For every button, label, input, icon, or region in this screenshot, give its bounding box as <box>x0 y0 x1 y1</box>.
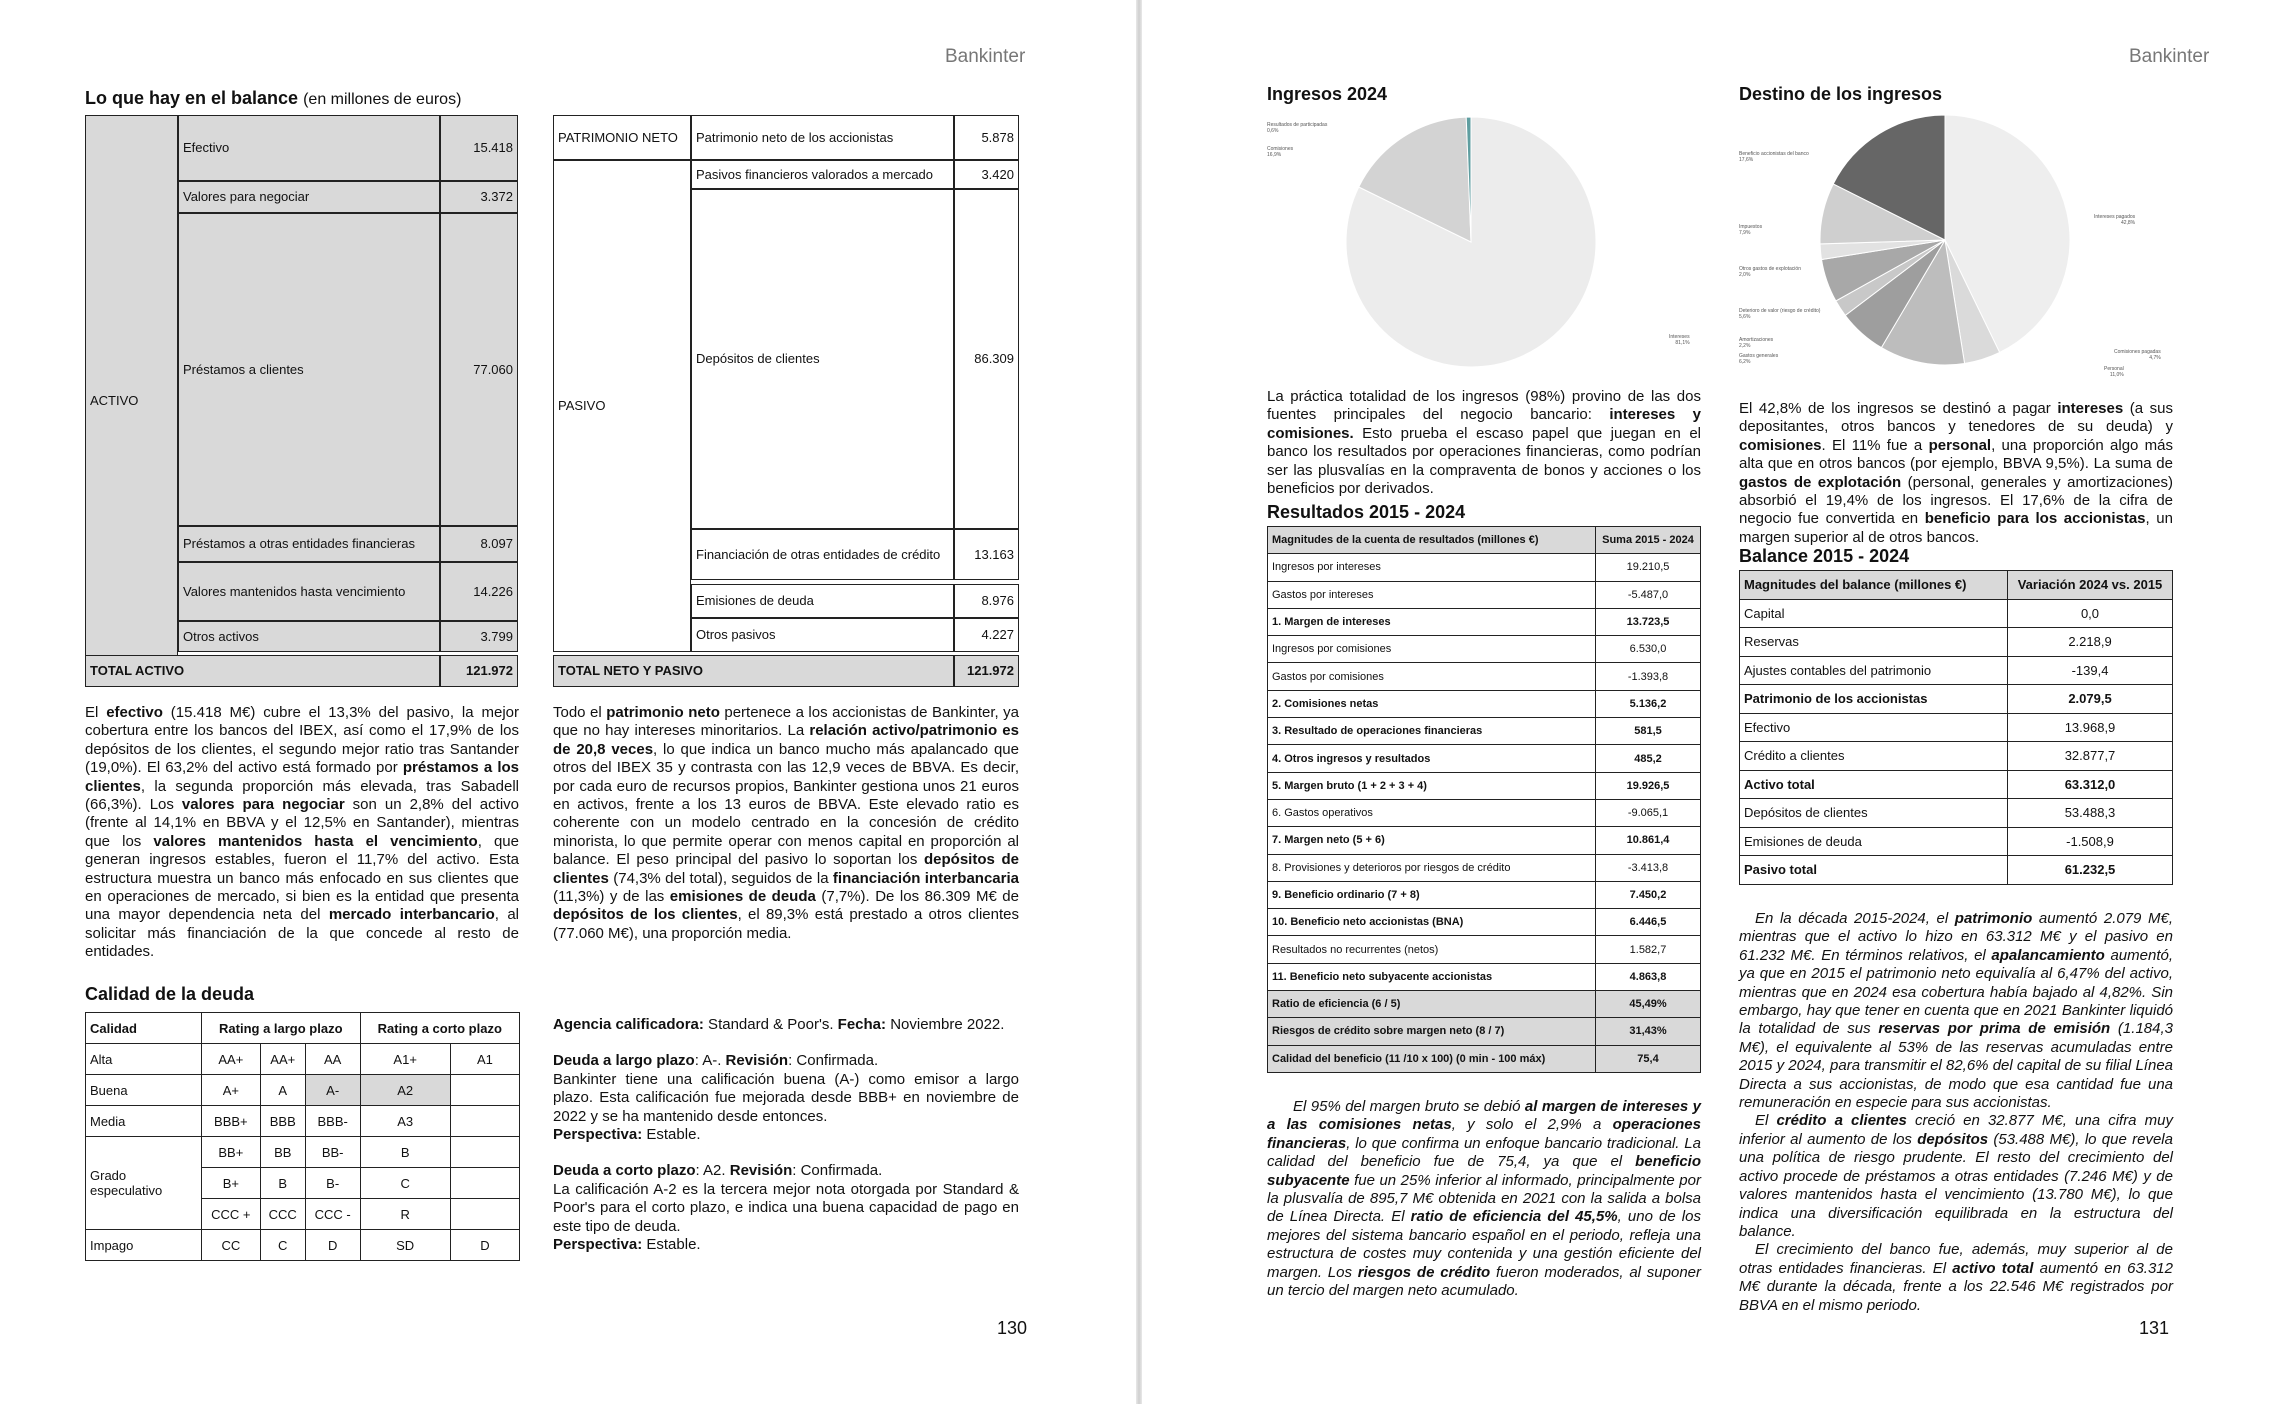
activo-item-label: Efectivo <box>178 115 440 181</box>
col-calidad: Calidad <box>86 1013 202 1044</box>
table-row <box>1268 554 1701 581</box>
row-value: -5.487,0 <box>1596 581 1701 608</box>
table-row <box>1268 963 1701 990</box>
row-label: 11. Beneficio neto subyacente accionistas <box>1268 963 1596 990</box>
pie-label: Resultados de participadas 0,6% <box>1267 122 1328 134</box>
pie-label: Comisiones pagadas 4,7% <box>2114 349 2161 361</box>
table-row <box>1268 909 1701 936</box>
pasivo-item-value: 4.227 <box>954 618 1019 652</box>
row-label: Depósitos de clientes <box>1740 799 2008 828</box>
table-row <box>1268 581 1701 608</box>
activo-label: ACTIVO <box>85 115 178 687</box>
row-value: 6.530,0 <box>1596 636 1701 663</box>
row-value: 2.079,5 <box>2008 685 2173 714</box>
activo-item-value: 14.226 <box>440 562 518 621</box>
total-pasivo-label: TOTAL NETO Y PASIVO <box>553 655 954 687</box>
row-label: 2. Comisiones netas <box>1268 690 1596 717</box>
table-row <box>1740 628 2173 657</box>
pasivo-paragraph: Todo el patrimonio neto pertenece a los accionistas de Bankinter, ya que no hay intereses minoritarios. La relación activo/patrimonio es de 20,8 veces, lo que indica un banco mucho más apalancado que otros del IBEX 35 y contrasta con las 12,9 veces de BBVA. Es decir, por cada euro de recursos propios, Bankinter gestiona unos 21 euros en activos, frente a los 13 euros de BBVA. Este elevado ratio es coherente con un modelo centrado en la concesión de crédito minorista, lo que permite operar con menos capital en proporción al balance. El peso principal del pasivo lo soportan los depósitos de clientes (74,3% del total), seguidos de la financiación interbancaria (11,3%) y de las emisiones de deuda (7,7%). De los 86.309 M€ de depósitos de los clientes, el 89,3% está prestado a otros clientes (77.060 M€), una proporción media. <box>553 704 1020 942</box>
row-value: 63.312,0 <box>2008 770 2173 799</box>
row-label: Patrimonio de los accionistas <box>1740 685 2008 714</box>
table-row <box>1740 713 2173 742</box>
row-label: Efectivo <box>1740 713 2008 742</box>
pie-label: Amortizaciones 2,2% <box>1739 337 1774 349</box>
table-row <box>1740 599 2173 628</box>
pasivo-item-label: Depósitos de clientes <box>691 189 954 529</box>
pie-label: Deterioro de valor (riesgo de crédito) 5,6% <box>1739 308 1821 320</box>
resultados-title: Resultados 2015 - 2024 <box>1267 502 1466 522</box>
pasivo-item-label: Otros pasivos <box>691 618 954 652</box>
pie-label: Beneficio accionistas del banco 17,6% <box>1739 151 1809 163</box>
row-label: Ingresos por intereses <box>1268 554 1596 581</box>
brand-header: Bankinter <box>945 46 1026 67</box>
table-row <box>1268 827 1701 854</box>
table-row <box>1740 656 2173 685</box>
table-row <box>1268 854 1701 881</box>
activo-item-label: Préstamos a otras entidades financieras <box>178 526 440 562</box>
pie-label: Comisiones 16,9% <box>1267 146 1294 158</box>
pasivo-item-value: 3.420 <box>954 160 1019 189</box>
table-row <box>1268 1018 1701 1045</box>
table-row <box>1268 991 1701 1018</box>
page-number: 131 <box>2139 1318 2170 1338</box>
table-row <box>1268 608 1701 635</box>
deuda-table: Calidad Rating a largo plazo Rating a corto plazo Alta AA+ AA+ AA A1+ A1 Buena A+ A A- A2 Media BBB+ BBB BBB- A3 Grado especulativo BB+ BB BB- B B+ B B- C CCC + CCC CCC - R Impago CC C D SD D <box>85 1012 520 1261</box>
row-label: 9. Beneficio ordinario (7 + 8) <box>1268 881 1596 908</box>
balance-title-text: Lo que hay en el balance <box>85 88 299 108</box>
row-label: Riesgos de crédito sobre margen neto (8 / 7) <box>1268 1018 1596 1045</box>
row-label: Ajustes contables del patrimonio <box>1740 656 2008 685</box>
pasivo-item-label: Financiación de otras entidades de crédito <box>691 529 954 580</box>
row-value: 1.582,7 <box>1596 936 1701 963</box>
pasivo-item-value: 86.309 <box>954 189 1019 529</box>
row-value: 31,43% <box>1596 1018 1701 1045</box>
pasivo-item-label: Pasivos financieros valorados a mercado <box>691 160 954 189</box>
table-row <box>1268 745 1701 772</box>
balance-unit: (en millones de euros) <box>303 91 462 108</box>
row-label: 7. Margen neto (5 + 6) <box>1268 827 1596 854</box>
left-page <box>0 0 1138 1404</box>
row-value: -139,4 <box>2008 656 2173 685</box>
row-value: 45,49% <box>1596 991 1701 1018</box>
row-value: -1.393,8 <box>1596 663 1701 690</box>
balance-table: Magnitudes del balance (millones €) Variación 2024 vs. 2015 Capital 0,0 Reservas 2.218,9 Ajustes contables del patrimonio -139,4 Patrimonio de los accionistas 2.079,5 Efectivo 13.968,9 Crédito a clientes 32.877,7 Activo total 63.312,0 Depósitos de clientes 53.488,3 Emisiones de deuda -1.508,9 Pasivo total 61.232,5 <box>1739 570 2173 885</box>
row-value: 19.210,5 <box>1596 554 1701 581</box>
resultados-table: Magnitudes de la cuenta de resultados (millones €) Suma 2015 - 2024 Ingresos por intereses 19.210,5 Gastos por intereses -5.487,0 1. Margen de intereses 13.723,5 Ingresos por comisiones 6.530,0 Gastos por comisiones -1.393,8 2. Comisiones netas 5.136,2 3. Resultado de operaciones financieras 581,5 4. Otros ingresos y resultados 485,2 5. Margen bruto (1 + 2 + 3 + 4) 19.926,5 6. Gastos operativos -9.065,1 7. Margen neto (5 + 6) 10.861,4 8. Provisiones y deterioros por riesgos de crédito -3.413,8 9. Beneficio ordinario (7 + 8) 7.450,2 10. Beneficio neto accionistas (BNA) 6.446,5 Resultados no recurrentes (netos) 1.582,7 11. Beneficio neto subyacente accionistas 4.863,8 Ratio de eficiencia (6 / 5) 45,49% Riesgos de crédito sobre margen neto (8 / 7) 31,43% Calidad del beneficio (11 /10 x 100) (0 min - 100 máx) 75,4 <box>1267 526 1701 1073</box>
activo-item-label: Otros activos <box>178 621 440 652</box>
row-value: 13.968,9 <box>2008 713 2173 742</box>
pie-label: Impuestos 7,9% <box>1739 224 1763 236</box>
table-row <box>1740 827 2173 856</box>
total-activo-label: TOTAL ACTIVO <box>85 655 440 687</box>
row-value: -3.413,8 <box>1596 854 1701 881</box>
table-row <box>1740 742 2173 771</box>
row-label: Crédito a clientes <box>1740 742 2008 771</box>
col-largo: Rating a largo plazo <box>202 1013 361 1044</box>
row-label: Emisiones de deuda <box>1740 827 2008 856</box>
pie-label: Intereses pagados 42,8% <box>2094 214 2136 226</box>
row-label: Ratio de eficiencia (6 / 5) <box>1268 991 1596 1018</box>
activo-paragraph: El efectivo (15.418 M€) cubre el 13,3% del pasivo, la mejor cobertura entre los bancos del IBEX, así como el 17,9% de los depósitos de los clientes, el segundo mejor ratio tras Santander (19,0%). El 63,2% del activo está formado por préstamos a los clientes, la segunda proporción más elevada, tras Sabadell (66,3%). Los valores para negociar son un 2,8% del activo (frente al 14,1% en BBVA y el 12,5% en Santander), mientras que los valores mantenidos hasta el vencimiento, que generan ingresos estables, fueron el 11,7% del activo. Esta estructura muestra un banco más enfocado en sus clientes que en operaciones de mercado, si bien es la entidad que presenta una mayor dependencia neta del mercado interbancario, al solicitar más financiación de la que concede al resto de entidades. <box>85 704 520 961</box>
table-row <box>1268 690 1701 717</box>
row-value: 10.861,4 <box>1596 827 1701 854</box>
balance-title <box>85 88 461 109</box>
table-row <box>1268 636 1701 663</box>
row-value: 485,2 <box>1596 745 1701 772</box>
row-label: Gastos por intereses <box>1268 581 1596 608</box>
agencia-block: Agencia calificadora: Standard & Poor's. Fecha: Noviembre 2022. Deuda a largo plazo: A-. Revisión: Confirmada. Bankinter tiene una calificación buena (A-) como emisor a largo plazo. Esta calificación fue mejorada desde BBB+ en noviembre de 2022 y se ha mantenido desde entonces. Perspectiva: Estable. Deuda a corto plazo: A2. Revisión: Confirmada. La calificación A-2 es la tercera mejor nota otorgada por Standard & Poor's para el corto plazo, e indica una buena capacidad de pago en este tipo de deuda. Perspectiva: Estable. <box>553 1016 1019 1254</box>
table-row <box>1268 772 1701 799</box>
row-value: 6.446,5 <box>1596 909 1701 936</box>
row-label: 1. Margen de intereses <box>1268 608 1596 635</box>
row-label: 5. Margen bruto (1 + 2 + 3 + 4) <box>1268 772 1596 799</box>
row-label: Calidad del beneficio (11 /10 x 100) (0 min - 100 máx) <box>1268 1045 1596 1072</box>
row-value: 4.863,8 <box>1596 963 1701 990</box>
table-row <box>1268 718 1701 745</box>
destino-paragraph: El 42,8% de los ingresos se destinó a pagar intereses (a sus depositantes, otros bancos y tenedores de su deuda) y comisiones. El 11% fue a personal, una proporción algo más alta que en otros bancos (por ejemplo, BBVA 9,5%). La suma de gastos de explotación (personal, generales y amortizaciones) absorbió el 19,4% de los ingresos. El 17,6% de la cifra de negocio fue convertida en beneficio para los accionistas, un margen superior al de otros bancos. <box>1739 400 2173 546</box>
row-label: Activo total <box>1740 770 2008 799</box>
activo-item-value: 3.799 <box>440 621 518 652</box>
row-label: Reservas <box>1740 628 2008 657</box>
activo-item-value: 77.060 <box>440 213 518 526</box>
activo-item-label: Valores para negociar <box>178 181 440 213</box>
pie-label: Gastos generales 6,2% <box>1739 353 1779 365</box>
row-label: Pasivo total <box>1740 856 2008 885</box>
activo-item-value: 8.097 <box>440 526 518 562</box>
ingresos-paragraph: La práctica totalidad de los ingresos (98%) provino de las dos fuentes principales del negocio bancario: intereses y comisiones. Esto prueba el escaso papel que juegan en el banco los resultados por operaciones financieras, como podrían ser las plusvalías en la compraventa de bonos y acciones o los beneficios por derivados. <box>1267 388 1701 498</box>
row-label: 10. Beneficio neto accionistas (BNA) <box>1268 909 1596 936</box>
row-value: 5.136,2 <box>1596 690 1701 717</box>
table-row <box>1740 856 2173 885</box>
row-label: 6. Gastos operativos <box>1268 799 1596 826</box>
table-row <box>1268 799 1701 826</box>
row-value: 0,0 <box>2008 599 2173 628</box>
table-row <box>1268 881 1701 908</box>
pasivo-item-value: 5.878 <box>954 115 1019 160</box>
row-label: 8. Provisiones y deterioros por riesgos de crédito <box>1268 854 1596 881</box>
row-value: 581,5 <box>1596 718 1701 745</box>
row-value: 2.218,9 <box>2008 628 2173 657</box>
pie-label: Otros gastos de explotación 2,0% <box>1739 266 1801 278</box>
ingresos-title: Ingresos 2024 <box>1267 84 1388 104</box>
pasivo-item-value: 13.163 <box>954 529 1019 580</box>
row-value: 7.450,2 <box>1596 881 1701 908</box>
pasivo-item-label: Patrimonio neto de los accionistas <box>691 115 954 160</box>
row-value: 75,4 <box>1596 1045 1701 1072</box>
row-value: -1.508,9 <box>2008 827 2173 856</box>
pie-label: Personal 11,0% <box>2104 366 2124 378</box>
activo-item-value: 15.418 <box>440 115 518 181</box>
resultados-paragraph: El 95% del margen bruto se debió al margen de intereses y a las comisiones netas, y solo el 2,9% a operaciones financieras, lo que confirma un enfoque bancario tradicional. La calidad del beneficio fue de 75,4, ya que el beneficio subyacente fue un 25% inferior al informado, principalmente por la plusvalía de 895,7 M€ obtenida en 2021 con la salida a bolsa de Línea Directa. El ratio de eficiencia del 45,5%, uno de los mejores del sistema bancario español en el periodo, refleja una estructura de costes muy contenida y una gestión eficiente del margen. Los riesgos de crédito fueron moderados, al suponer un tercio del margen neto acumulado. <box>1267 1098 1701 1300</box>
table-row <box>1740 799 2173 828</box>
patrimonio-neto-label: PATRIMONIO NETO <box>553 115 691 160</box>
pasivo-label: PASIVO <box>553 160 691 652</box>
table-row <box>1268 936 1701 963</box>
total-pasivo-value: 121.972 <box>954 655 1019 687</box>
brand-header: Bankinter <box>2129 46 2210 67</box>
page-number: 130 <box>997 1318 1028 1338</box>
table-row <box>1268 663 1701 690</box>
row-label: Gastos por comisiones <box>1268 663 1596 690</box>
activo-item-label: Préstamos a clientes <box>178 213 440 526</box>
row-value: -9.065,1 <box>1596 799 1701 826</box>
pasivo-item-value: 8.976 <box>954 584 1019 618</box>
row-value: 19.926,5 <box>1596 772 1701 799</box>
row-label: 4. Otros ingresos y resultados <box>1268 745 1596 772</box>
row-label: Capital <box>1740 599 2008 628</box>
row-label: Ingresos por comisiones <box>1268 636 1596 663</box>
right-page <box>1142 0 2280 1404</box>
ingresos-pie-chart <box>1267 112 1702 382</box>
row-label: 3. Resultado de operaciones financieras <box>1268 718 1596 745</box>
destino-title: Destino de los ingresos <box>1739 84 1943 104</box>
row-value: 13.723,5 <box>1596 608 1701 635</box>
table-row <box>1740 770 2173 799</box>
total-activo-value: 121.972 <box>440 655 518 687</box>
activo-item-label: Valores mantenidos hasta vencimiento <box>178 562 440 621</box>
table-row <box>1268 1045 1701 1072</box>
row-label: Resultados no recurrentes (netos) <box>1268 936 1596 963</box>
col-corto: Rating a corto plazo <box>360 1013 519 1044</box>
activo-item-value: 3.372 <box>440 181 518 213</box>
balance-paragraph: En la década 2015-2024, el patrimonio aumentó 2.079 M€, mientras que el activo lo hizo en 63.312 M€ y el pasivo en 61.232 M€. En términos relativos, el apalancamiento aumentó, ya que en 2015 el patrimonio neto equivalía al 6,47% del activo, mientras que en 2024 esa cobertura había bajado al 4,82%. Sin embargo, hay que tener en cuenta que en 2021 Bankinter liquidó la totalidad de sus reservas por prima de emisión (1.184,3 M€), el equivalente al 53% de las reservas acumuladas entre 2015 y 2024, para transmitir el 82,6% del capital de su filial Línea Directa a sus accionistas, de modo que esa cantidad fue una remuneración en especie para sus accionistas. El crédito a clientes creció en 32.877 M€, una cifra muy inferior al aumento de los depósitos (53.488 M€), lo que revela una política de riesgo prudente. El resto del crecimiento del activo procede de préstamos a otras entidades (7.246 M€) y de valores mantenidos hasta el vencimiento (13.780 M€), lo que indica una diversificación equilibrada en la estructura del balance. El crecimiento del banco fue, además, muy superior al de otras entidades financieras. El activo total aumentó en 63.312 M€ durante la década, frente a los 22.546 M€ registrados por BBVA en el mismo periodo. <box>1739 910 2173 1314</box>
row-value: 32.877,7 <box>2008 742 2173 771</box>
balance-title: Balance 2015 - 2024 <box>1739 546 1910 566</box>
pasivo-item-label: Emisiones de deuda <box>691 584 954 618</box>
row-value: 53.488,3 <box>2008 799 2173 828</box>
pie-label: Intereses 81,1% <box>1669 334 1690 346</box>
deuda-title: Calidad de la deuda <box>85 984 255 1004</box>
table-row <box>1740 685 2173 714</box>
row-value: 61.232,5 <box>2008 856 2173 885</box>
